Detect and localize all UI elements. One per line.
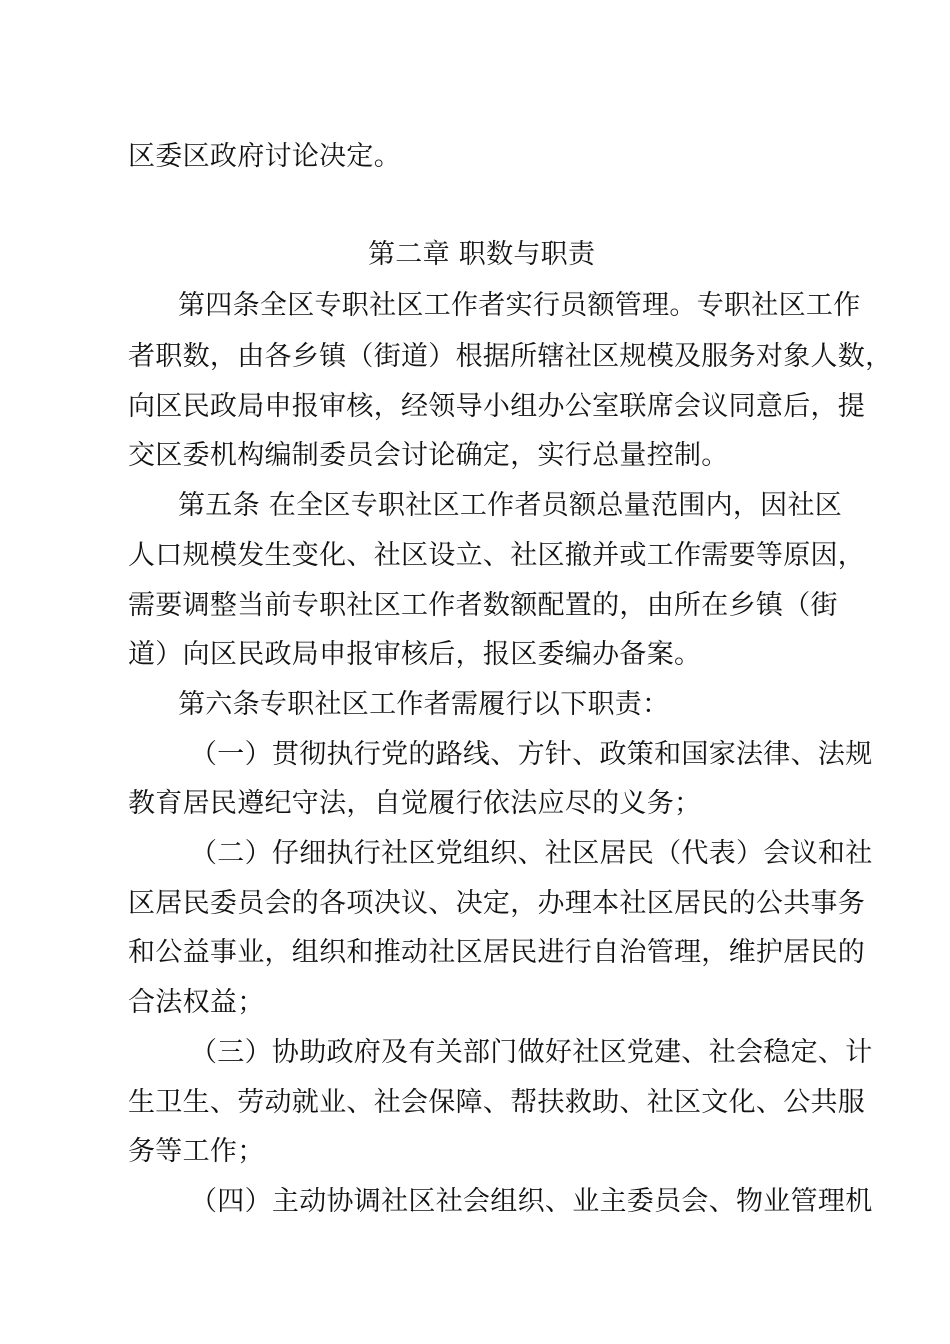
text-line: 和公益事业，组织和推动社区居民进行自治管理，维护居民的 bbox=[128, 937, 866, 968]
text-line: 第六条专职社区工作者需履行以下职责： bbox=[178, 689, 670, 720]
text-line: 区居民委员会的各项决议、决定，办理本社区居民的公共事务 bbox=[128, 888, 866, 919]
text-line: 区委区政府讨论决定。 bbox=[128, 141, 401, 172]
text-line: 务等工作； bbox=[128, 1136, 265, 1167]
chapter-heading: 第二章 职数与职责 bbox=[368, 239, 596, 270]
text-line: 需要调整当前专职社区工作者数额配置的，由所在乡镇（街 bbox=[128, 590, 838, 621]
text-line: （一）贯彻执行党的路线、方针、政策和国家法律、法规 bbox=[190, 739, 873, 770]
text-line: 向区民政局申报审核，经领导小组办公室联席会议同意后，提 bbox=[128, 391, 866, 422]
text-line: 交区委机构编制委员会讨论确定，实行总量控制。 bbox=[128, 440, 729, 471]
text-line: 第四条全区专职社区工作者实行员额管理。专职社区工作 bbox=[178, 290, 861, 321]
text-line: 生卫生、劳动就业、社会保障、帮扶救助、社区文化、公共服 bbox=[128, 1087, 866, 1118]
text-line: 合法权益； bbox=[128, 987, 265, 1018]
text-line: 者职数，由各乡镇（街道）根据所辖社区规模及服务对象人数， bbox=[128, 341, 893, 372]
text-line: 第五条 在全区专职社区工作者员额总量范围内，因社区 bbox=[178, 490, 843, 521]
text-line: （四）主动协调社区社会组织、业主委员会、物业管理机 bbox=[190, 1186, 873, 1217]
text-line: 教育居民遵纪守法，自觉履行依法应尽的义务； bbox=[128, 788, 702, 819]
text-line: 人口规模发生变化、社区设立、社区撤并或工作需要等原因， bbox=[128, 540, 866, 571]
text-line: （二）仔细执行社区党组织、社区居民（代表）会议和社 bbox=[190, 838, 873, 869]
text-line: 道）向区民政局申报审核后，报区委编办备案。 bbox=[128, 639, 702, 670]
text-line: （三）协助政府及有关部门做好社区党建、社会稳定、计 bbox=[190, 1037, 873, 1068]
